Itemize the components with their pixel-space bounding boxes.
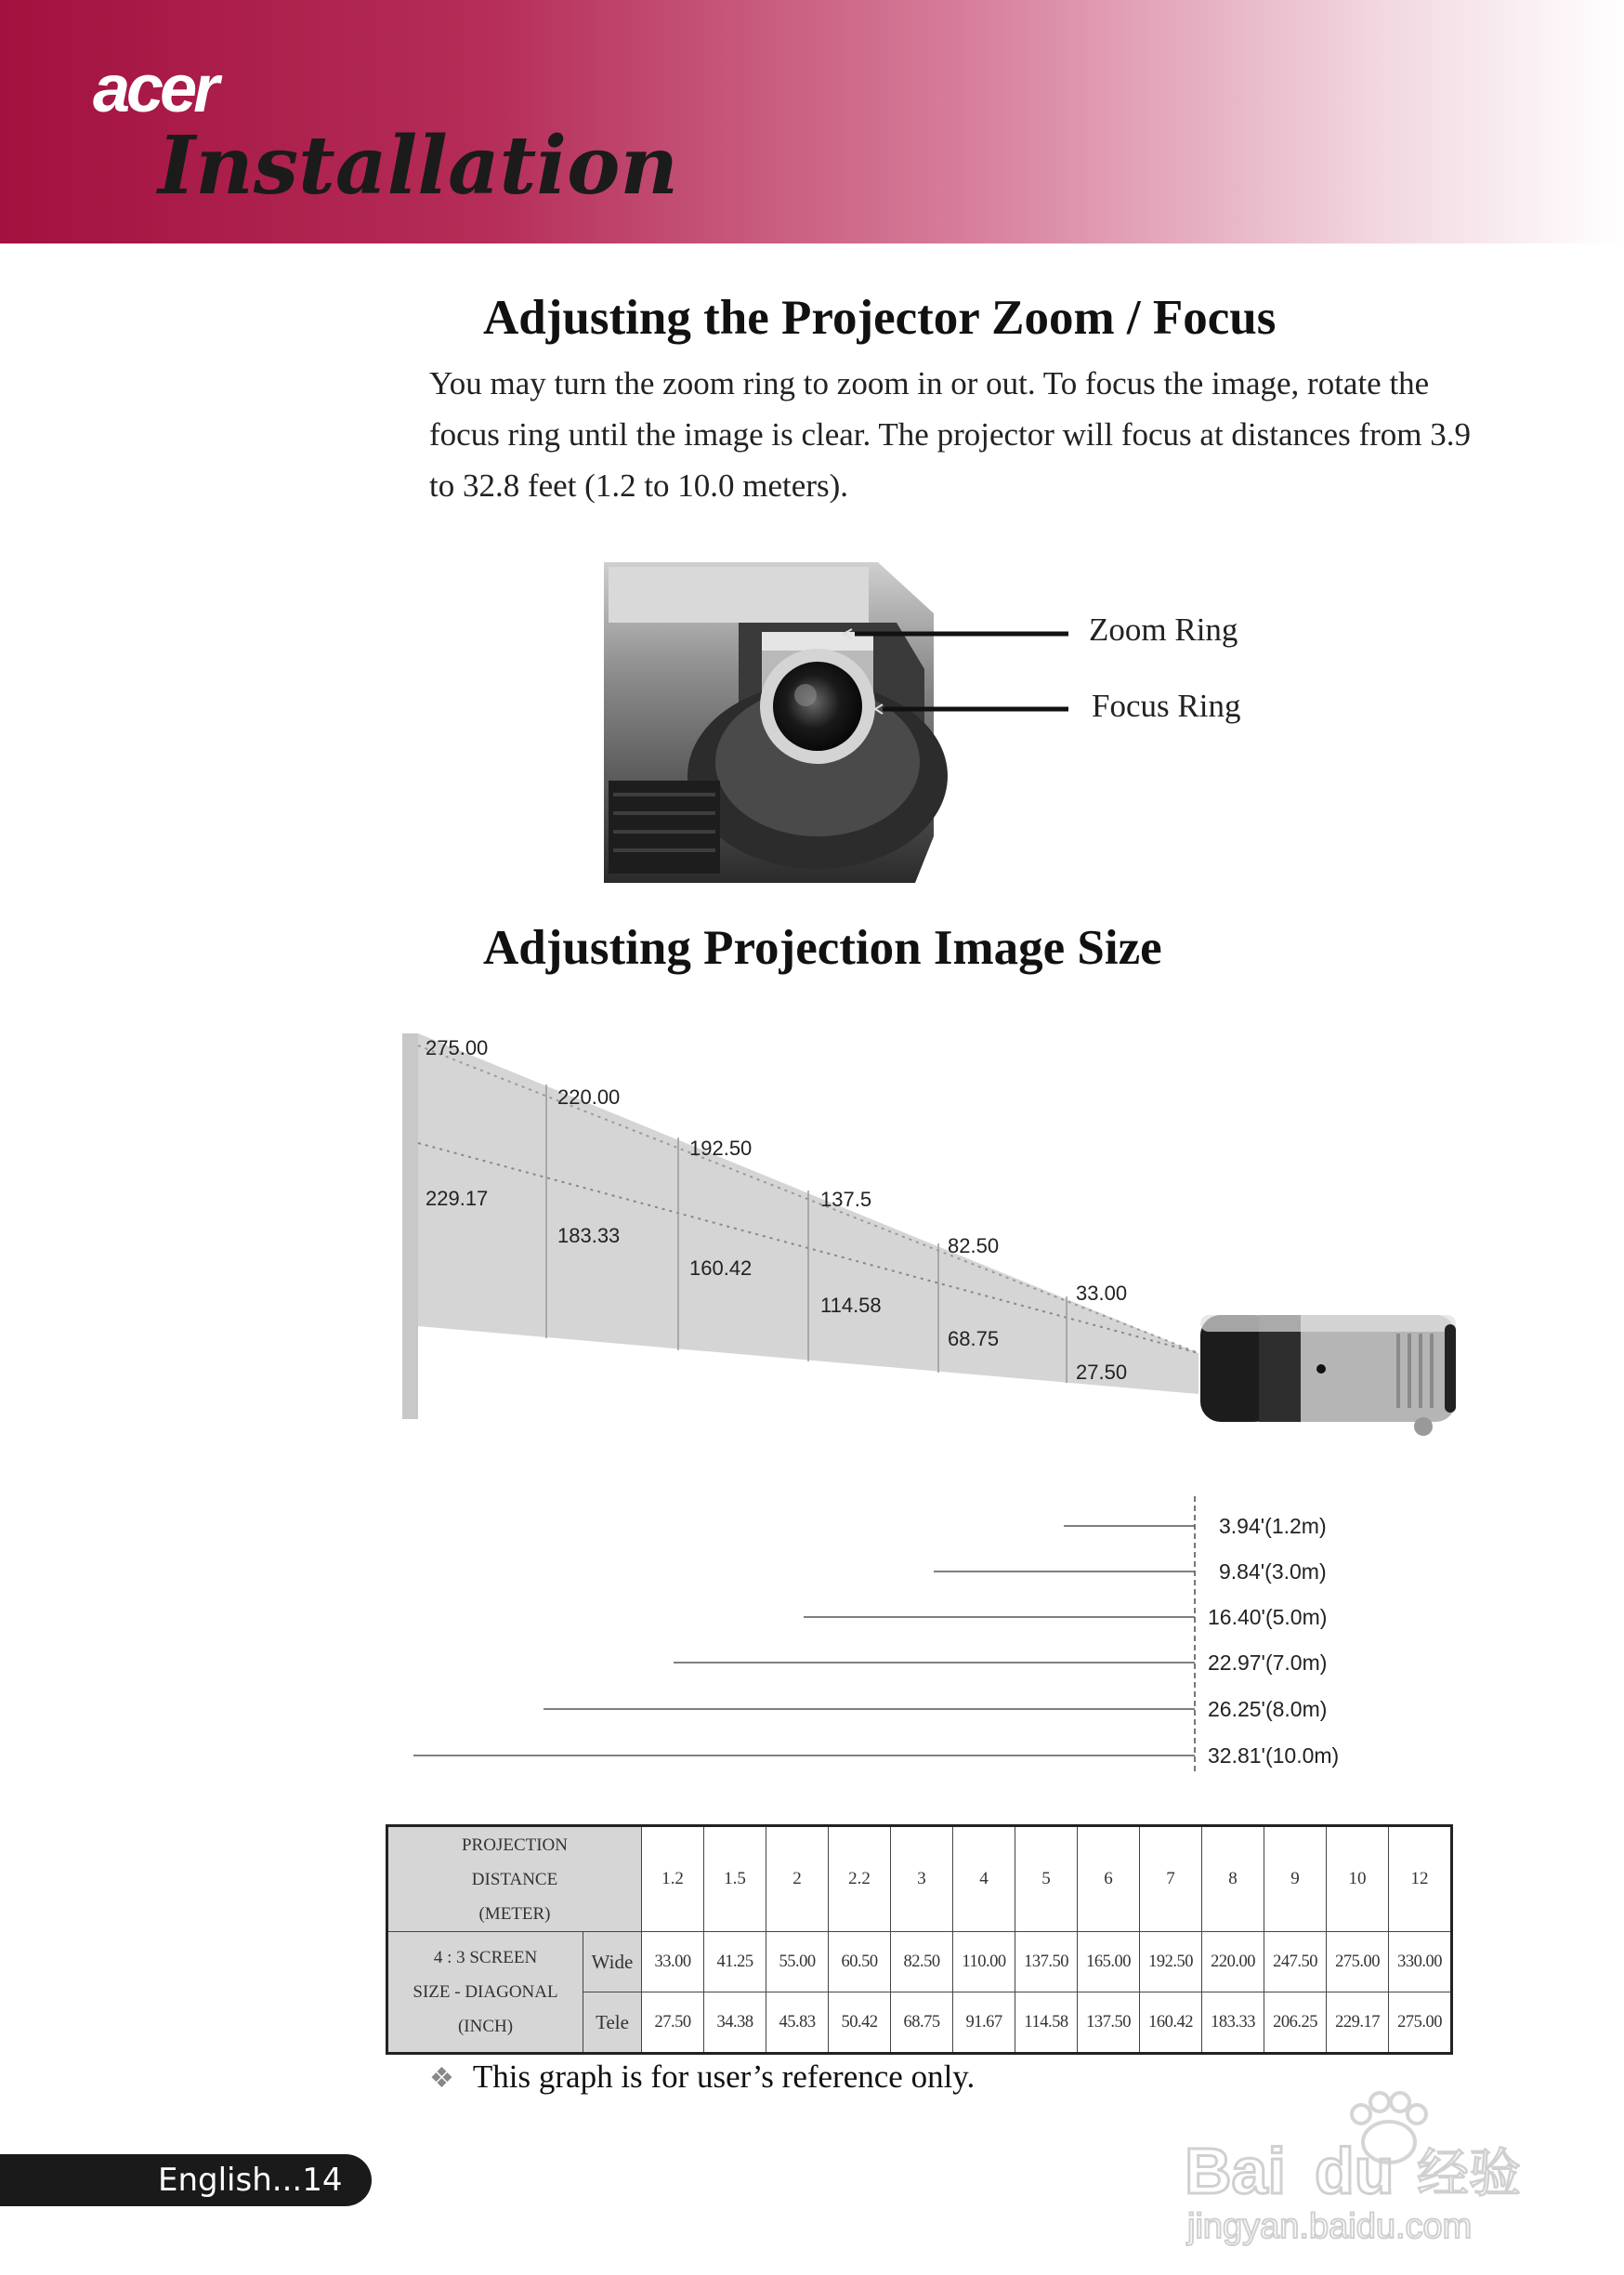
distance-cell: 4: [953, 1826, 1015, 1932]
tele-value: 45.83: [766, 1992, 829, 2054]
tele-label: 229.17: [426, 1187, 489, 1210]
tele-label: 160.42: [689, 1256, 753, 1280]
focus-ring-label: Focus Ring: [1092, 688, 1241, 724]
distance-cell: 10: [1327, 1826, 1389, 1932]
acer-logo: acer: [93, 52, 216, 126]
svg-text:经验: 经验: [1417, 2144, 1521, 2204]
wide-value: 60.50: [829, 1932, 891, 1992]
tele-value: 229.17: [1327, 1992, 1389, 2054]
tele-value: 50.42: [829, 1992, 891, 2054]
projector-icon: [1200, 1315, 1456, 1436]
wide-value: 55.00: [766, 1932, 829, 1992]
distance-cell: 2: [766, 1826, 829, 1932]
distance-cell: 9: [1264, 1826, 1327, 1932]
zoom-focus-heading: Adjusting the Projector Zoom / Focus: [483, 291, 1277, 345]
wide-value: 110.00: [953, 1932, 1015, 1992]
wide-label: 220.00: [557, 1085, 621, 1109]
zoom-focus-paragraph: You may turn the zoom ring to zoom in or out. To focus the image, rotate the focus ring until the image is clear. The projector will focus at distances from 3.9 to 32.8 feet (1.2 to 10.0 meters).: [429, 365, 1471, 504]
distance-cell: 5: [1015, 1826, 1078, 1932]
distance-cell: 8: [1202, 1826, 1264, 1932]
projector-lens-photo: [599, 558, 1319, 892]
tele-value: 114.58: [1015, 1992, 1078, 2054]
wide-value: 41.25: [704, 1932, 766, 1992]
tele-value: 137.50: [1078, 1992, 1140, 2054]
distance-cell: 7: [1140, 1826, 1202, 1932]
wide-value: 220.00: [1202, 1932, 1264, 1992]
page-footer: English...14: [0, 2154, 372, 2206]
tele-label: 27.50: [1076, 1361, 1128, 1384]
reference-note: [429, 2058, 975, 2096]
distance-label: 32.81'(10.0m): [1208, 1743, 1340, 1768]
wide-value: 247.50: [1264, 1932, 1327, 1992]
baidu-logo-icon: [1171, 2082, 1561, 2249]
wide-value: 275.00: [1327, 1932, 1389, 1992]
tele-label: 114.58: [820, 1294, 882, 1317]
distance-cell: 1.5: [704, 1826, 766, 1932]
diamond-bullet-icon: ❖: [429, 2063, 454, 2094]
distance-label: 16.40'(5.0m): [1208, 1605, 1328, 1629]
distance-label: 9.84'(3.0m): [1219, 1559, 1327, 1584]
projection-table-wrap: [386, 1824, 1453, 2055]
screen-bar: [402, 1033, 418, 1419]
baidu-watermark: [1171, 2082, 1561, 2249]
projection-size-diagram: [390, 1018, 1579, 1780]
table-header-cell: PROJECTION DISTANCE (METER): [387, 1826, 642, 1932]
wide-value: 330.00: [1389, 1932, 1452, 1992]
projection-table: [386, 1824, 1453, 2055]
tele-value: 68.75: [891, 1992, 953, 2054]
tele-value: 160.42: [1140, 1992, 1202, 2054]
svg-text:Bai: Bai: [1185, 2135, 1286, 2207]
tele-value: 91.67: [953, 1992, 1015, 2054]
tele-value: 275.00: [1389, 1992, 1452, 2054]
distance-cell: 2.2: [829, 1826, 891, 1932]
zoom-ring-label: Zoom Ring: [1089, 611, 1238, 648]
image-size-heading: Adjusting Projection Image Size: [483, 921, 1162, 975]
reference-note-text: This graph is for user’s reference only.: [472, 2058, 976, 2095]
wide-label: 33.00: [1076, 1282, 1128, 1305]
header-band: [0, 0, 1624, 243]
tele-value: 206.25: [1264, 1992, 1327, 2054]
wide-value: 137.50: [1015, 1932, 1078, 1992]
screen-size-label-cell: 4 : 3 SCREEN SIZE - DIAGONAL (INCH): [387, 1932, 583, 2054]
section-title: Installation: [158, 119, 678, 213]
projector-lens-illustration: [599, 558, 1319, 892]
svg-text:jingyan.baidu.com: jingyan.baidu.com: [1187, 2207, 1473, 2246]
distance-cell: 3: [891, 1826, 953, 1932]
wide-value: 33.00: [642, 1932, 704, 1992]
tele-value: 27.50: [642, 1992, 704, 2054]
distance-cell: 12: [1389, 1826, 1452, 1932]
wide-label: 275.00: [426, 1036, 489, 1059]
wide-value: 192.50: [1140, 1932, 1202, 1992]
wide-label: 82.50: [948, 1234, 1000, 1257]
distance-cell: 6: [1078, 1826, 1140, 1932]
wide-value: 82.50: [891, 1932, 953, 1992]
projection-diagram-svg: [390, 1018, 1579, 1780]
tele-row-label: Tele: [583, 1992, 642, 2054]
tele-value: 34.38: [704, 1992, 766, 2054]
distance-label: 26.25'(8.0m): [1208, 1697, 1328, 1721]
tele-value: 183.33: [1202, 1992, 1264, 2054]
tele-label: 68.75: [948, 1327, 1000, 1350]
distance-label: 22.97'(7.0m): [1208, 1650, 1328, 1675]
tele-label: 183.33: [557, 1224, 621, 1247]
wide-row-label: Wide: [583, 1932, 642, 1992]
distance-label: 3.94'(1.2m): [1219, 1514, 1327, 1538]
wide-value: 165.00: [1078, 1932, 1140, 1992]
distance-cell: 1.2: [642, 1826, 704, 1932]
wide-label: 192.50: [689, 1137, 753, 1160]
wide-label: 137.5: [820, 1188, 872, 1211]
distance-lines: [413, 1526, 1195, 1756]
svg-text:du: du: [1315, 2135, 1395, 2207]
